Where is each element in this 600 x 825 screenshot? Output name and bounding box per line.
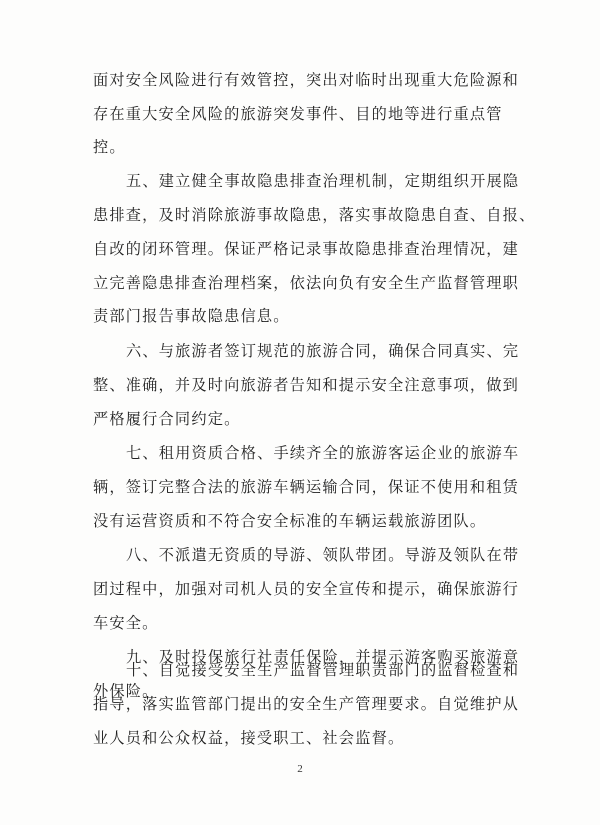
text-line: 十、自觉接受安全生产监督管理职责部门的监督检查和 — [126, 661, 520, 679]
text-line: 六、与旅游者签订规范的旅游合同，确保合同真实、完 — [126, 342, 520, 360]
text-line: 整、准确，并及时向旅游者告知和提示安全注意事项，做到 — [93, 376, 520, 394]
text-line: 严格履行合同约定。 — [93, 410, 241, 428]
text-line: 没有运营资质和不符合安全标准的车辆运载旅游团队。 — [93, 512, 487, 530]
text-line: 车安全。 — [93, 614, 159, 632]
text-line: 存在重大安全风险的旅游突发事件、目的地等进行重点管 — [93, 105, 503, 123]
text-line: 立完善隐患排查治理档案，依法向负有安全生产监督管理职 — [93, 274, 520, 292]
text-line: 九、及时投保旅行社责任保险，并提示游客购买旅游意 — [126, 648, 520, 666]
text-line: 辆，签订完整合法的旅游车辆运输合同，保证不使用和租赁 — [93, 478, 520, 496]
text-line: 指导，落实监管部门提出的安全生产管理要求。自觉维护从 — [93, 695, 520, 713]
text-line: 外保险。 — [93, 682, 159, 700]
text-line: 患排查，及时消除旅游事故隐患，落实事故隐患自查、自报、 — [93, 206, 536, 224]
text-line: 面对安全风险进行有效管控，突出对临时出现重大危险源和 — [93, 71, 520, 89]
page-number: 2 — [297, 763, 303, 775]
text-line: 自改的闭环管理。保证严格记录事故隐患排查治理情况，建 — [93, 240, 520, 258]
text-line: 八、不派遣无资质的导游、领队带团。导游及领队在带 — [126, 546, 520, 564]
text-line: 责部门报告事故隐患信息。 — [93, 307, 290, 325]
text-line: 控。 — [93, 138, 126, 156]
text-line: 业人员和公众权益，接受职工、社会监督。 — [93, 729, 405, 747]
text-line: 团过程中，加强对司机人员的安全宣传和提示，确保旅游行 — [93, 580, 520, 598]
text-line: 五、建立健全事故隐患排查治理机制，定期组织开展隐 — [126, 172, 520, 190]
text-line: 七、租用资质合格、手续齐全的旅游客运企业的旅游车 — [126, 444, 520, 462]
